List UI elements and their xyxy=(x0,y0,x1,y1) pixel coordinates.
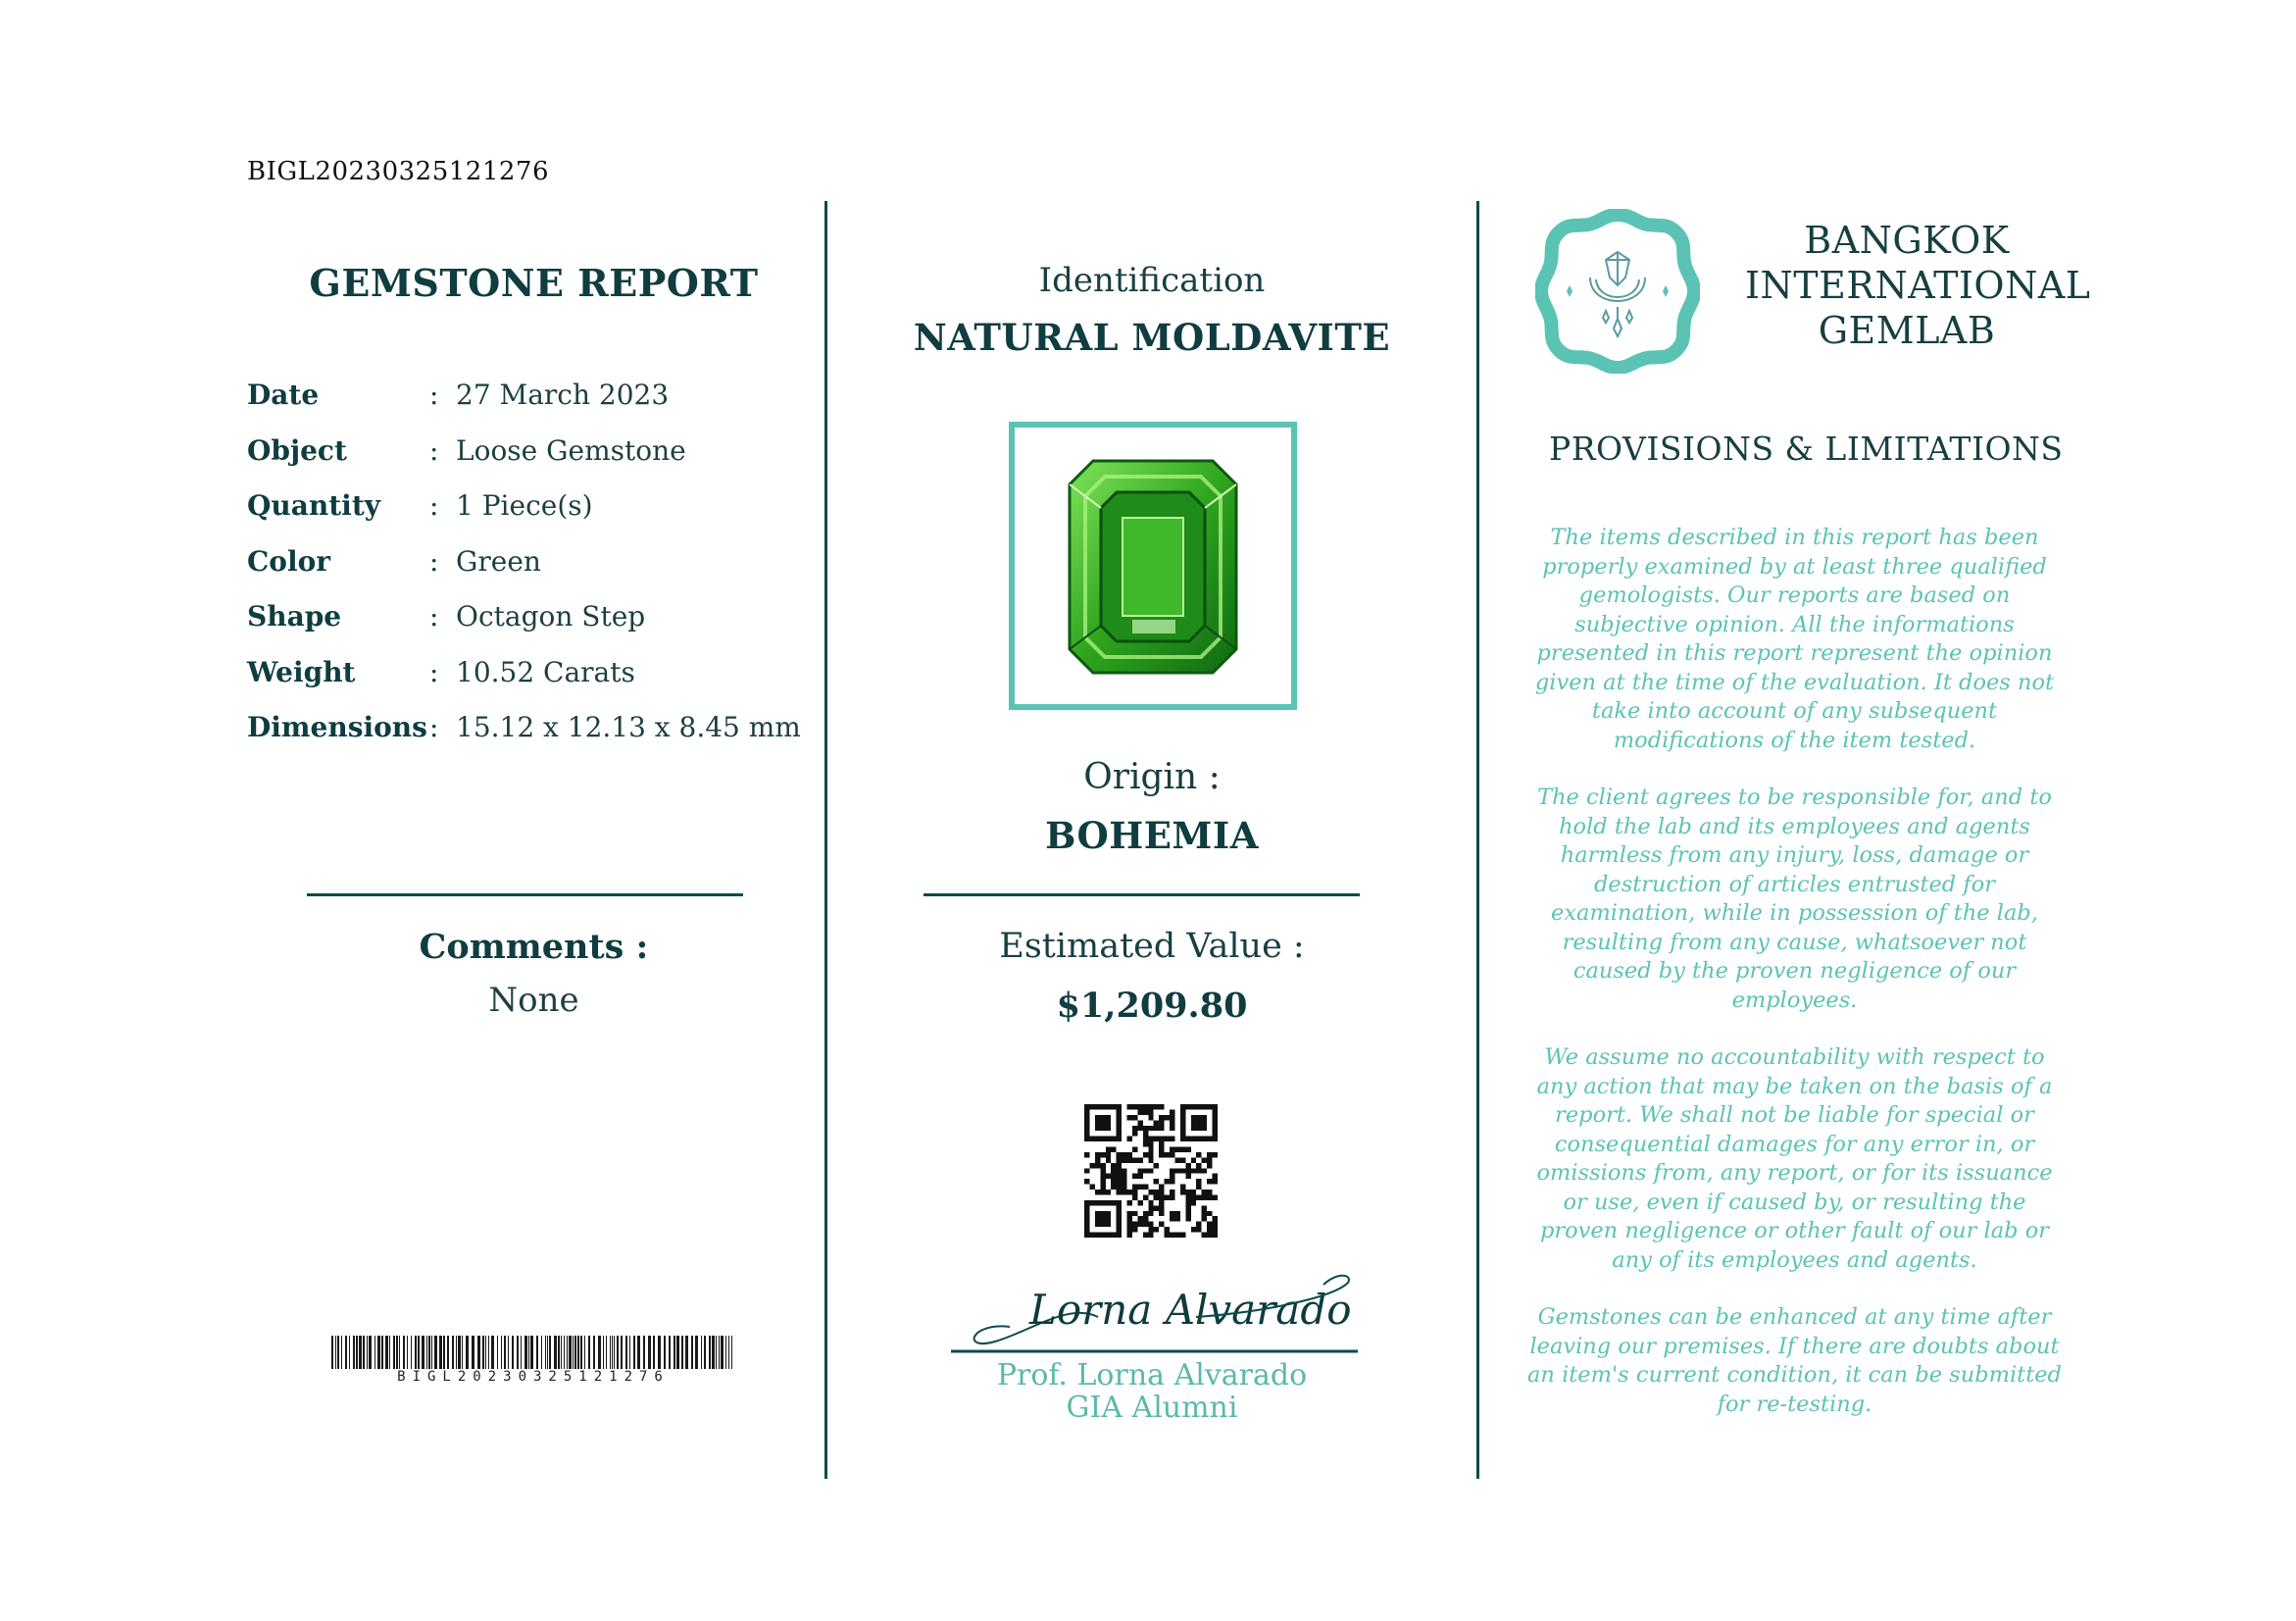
provision-paragraph: The client agrees to be responsible for, and to hold the lab and its employees and agents harmless from any injury, loss, damage or destruction of articles entrusted for examination, while in possession of the lab, resulting from any cause, whatsoever not caused by the proven negligence of our employees. xyxy=(1537,785,2052,1013)
column-divider-right xyxy=(1476,201,1479,1479)
identification-label: Identification xyxy=(1038,261,1266,300)
qr-code-icon xyxy=(1084,1104,1218,1238)
field-value: Octagon Step xyxy=(456,600,646,633)
signer-title: GIA Alumni xyxy=(1066,1391,1238,1425)
field-label: Quantity xyxy=(247,489,381,522)
field-colon: : xyxy=(429,711,439,743)
report-title: GEMSTONE REPORT xyxy=(309,261,759,305)
estimated-value-amount: $1,209.80 xyxy=(1056,986,1248,1026)
signer-name: Prof. Lorna Alvarado xyxy=(996,1358,1308,1393)
field-value: 10.52 Carats xyxy=(456,656,635,688)
provision-paragraph: We assume no accountability with respect to any action that may be taken on the basis of a report. We shall not be liable for special or consequential damages for any error in, or omissions from, any report, or for its issuance or use, even if caused by, or resulting the proven negligence or other fault of our lab or any of its employees and agents. xyxy=(1536,1044,2053,1273)
field-label: Object xyxy=(247,434,347,467)
field-label: Dimensions xyxy=(247,711,427,743)
field-value: 15.12 x 12.13 x 8.45 mm xyxy=(456,711,801,743)
provisions-text xyxy=(1527,524,2062,1447)
field-label: Shape xyxy=(247,600,342,633)
field-label: Color xyxy=(247,545,331,578)
barcode-text: BIGL20230325121276 xyxy=(397,1369,670,1385)
lab-name xyxy=(1745,218,2091,353)
field-label: Date xyxy=(247,379,320,411)
provisions-title: PROVISIONS & LIMITATIONS xyxy=(1549,430,2064,468)
gemstone-image xyxy=(1015,428,1291,704)
field-colon: : xyxy=(429,600,439,633)
field-colon: : xyxy=(429,489,439,522)
field-colon: : xyxy=(429,656,439,688)
signature-script: Lorna Alvarado xyxy=(1029,1286,1352,1334)
field-label: Weight xyxy=(247,656,356,688)
identification-value: NATURAL MOLDAVITE xyxy=(913,316,1391,359)
left-separator xyxy=(307,893,743,896)
lab-name-line: BANGKOK xyxy=(1804,219,2010,262)
middle-separator xyxy=(923,893,1360,896)
barcode-icon xyxy=(331,1336,735,1369)
gemstone-photo-frame xyxy=(1009,422,1297,710)
signature-image xyxy=(951,1263,1358,1356)
report-number: BIGL20230325121276 xyxy=(247,157,549,186)
lab-name-line: INTERNATIONAL xyxy=(1745,264,2091,307)
field-value: Loose Gemstone xyxy=(456,434,686,467)
field-colon: : xyxy=(429,545,439,578)
field-value: 27 March 2023 xyxy=(456,379,670,411)
provision-paragraph: The items described in this report has been properly examined by at least three qualified gemologists. Our reports are based on subjective opinion. All the informations presented in this report represent the opinion given at the time of the evaluation. It does not take into account of any subsequent modifications of the item tested. xyxy=(1534,525,2055,753)
origin-value: BOHEMIA xyxy=(1045,814,1259,857)
comments-label: Comments : xyxy=(419,927,649,967)
estimated-value-label: Estimated Value : xyxy=(999,927,1305,966)
comments-value: None xyxy=(488,981,579,1020)
column-divider-left xyxy=(824,201,827,1479)
field-colon: : xyxy=(429,434,439,467)
origin-label: Origin : xyxy=(1083,757,1221,797)
field-colon: : xyxy=(429,379,439,411)
field-value: 1 Piece(s) xyxy=(456,489,593,522)
gem-crescent-seal-icon xyxy=(1535,209,1700,374)
provision-paragraph: Gemstones can be enhanced at any time after leaving our premises. If there are doubts about an item's current condition, it can be submitted for re-testing. xyxy=(1527,1304,2062,1417)
field-value: Green xyxy=(456,545,541,578)
lab-name-line: GEMLAB xyxy=(1818,309,1996,352)
